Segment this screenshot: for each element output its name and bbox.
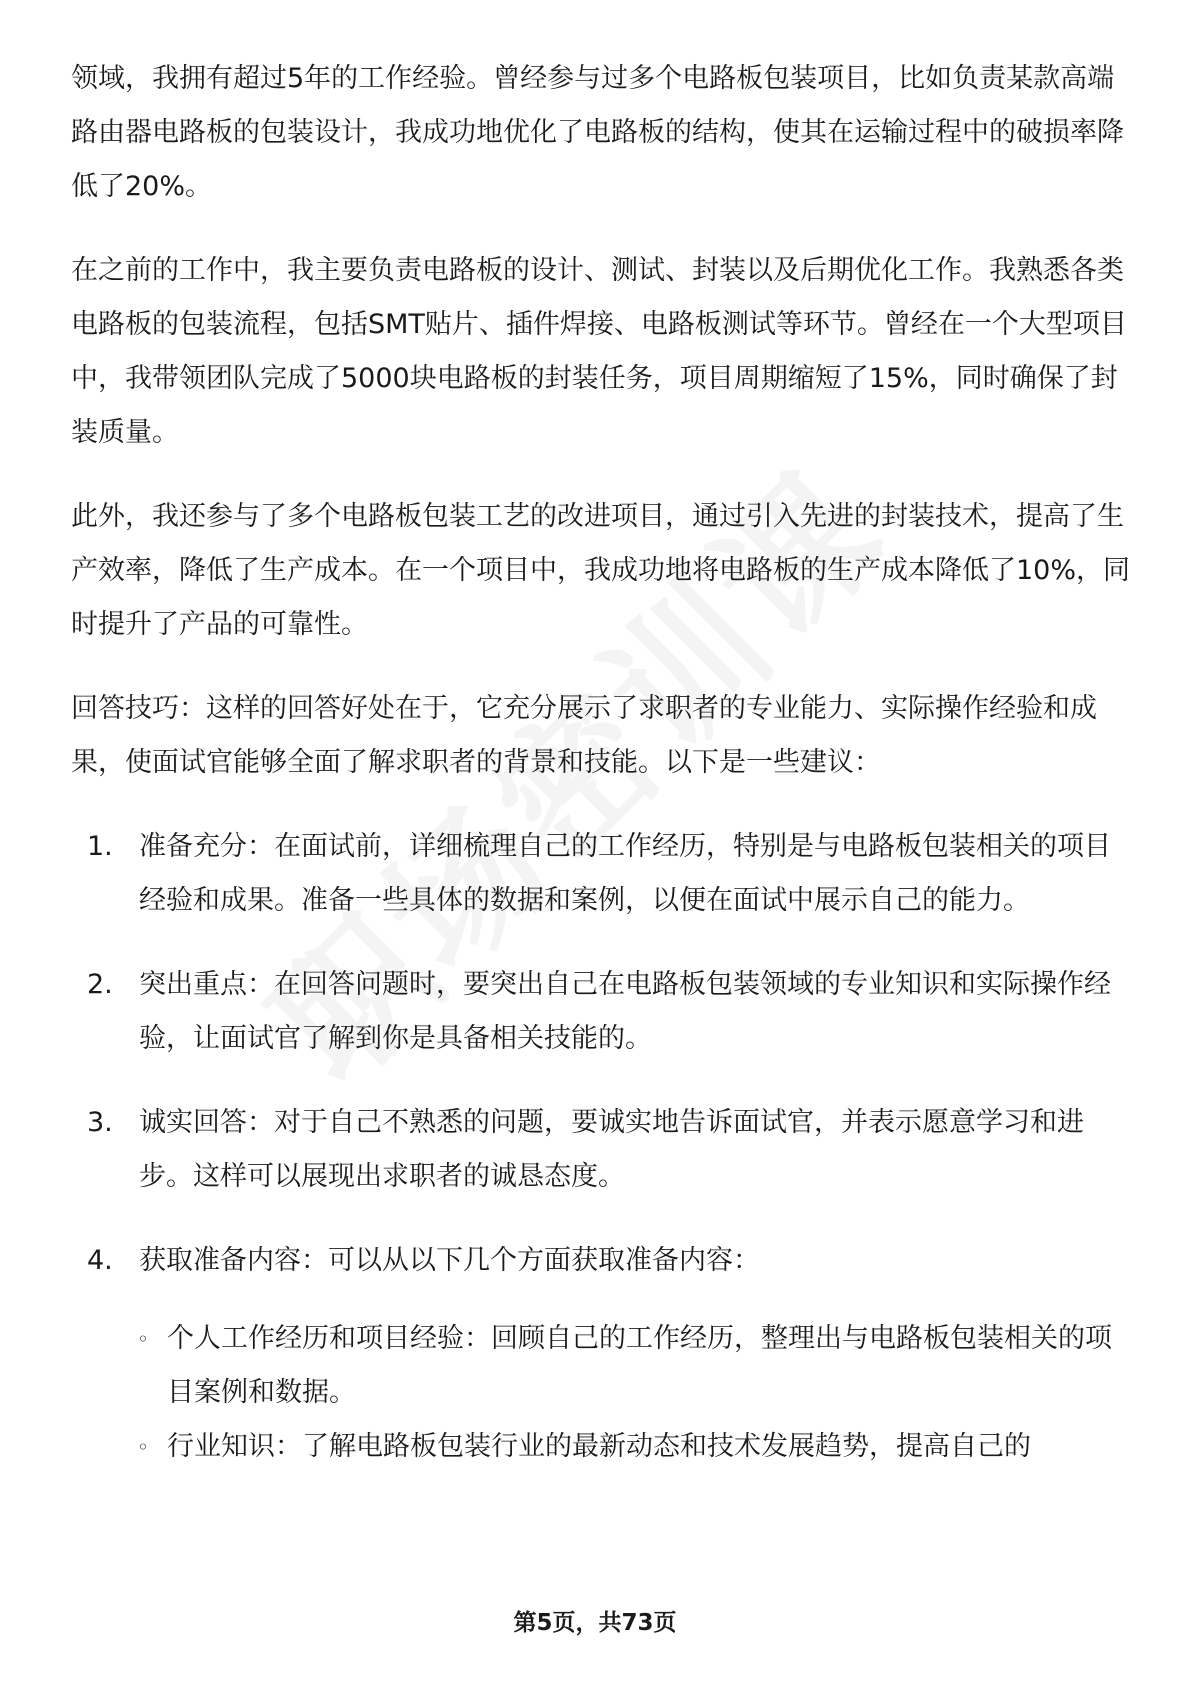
list-item <box>71 1096 1131 1204</box>
sublist-item-text: 行业知识：了解电路板包装行业的最新动态和技术发展趋势，提高自己的 <box>167 1431 1031 1462</box>
list-item-text: 突出重点：在回答问题时，要突出自己在电路板包装领域的专业知识和实际操作经验，让面试官了解到你是具备相关技能的。 <box>139 969 1111 1054</box>
paragraph: 回答技巧：这样的回答好处在于，它充分展示了求职者的专业能力、实际操作经验和成果，使面试官能够全面了解求职者的背景和技能。以下是一些建议： <box>71 693 1097 778</box>
paragraph: 领域，我拥有超过5年的工作经验。曾经参与过多个电路板包装项目，比如负责某款高端路由器电路板的包装设计，我成功地优化了电路板的结构，使其在运输过程中的破损率降低了20%。 <box>71 63 1124 202</box>
list-item <box>71 1234 1131 1288</box>
bullet-icon: ◦ <box>137 1435 149 1459</box>
paragraph: 在之前的工作中，我主要负责电路板的设计、测试、封装以及后期优化工作。我熟悉各类电路板的包装流程，包括SMT贴片、插件焊接、电路板测试等环节。曾经在一个大型项目中，我带领团队完成了5000块电路板的封装任务，项目周期缩短了15%，同时确保了封装质量。 <box>71 255 1127 448</box>
numbered-list <box>71 820 1131 1288</box>
sublist-item <box>71 1420 1131 1474</box>
list-number: 3. <box>87 1107 113 1138</box>
sublist-item-text: 个人工作经历和项目经验：回顾自己的工作经历，整理出与电路板包装相关的项目案例和数据。 <box>167 1323 1112 1408</box>
paragraph: 此外，我还参与了多个电路板包装工艺的改进项目，通过引入先进的封装技术，提高了生产效率，降低了生产成本。在一个项目中，我成功地将电路板的生产成本降低了10%，同时提升了产品的可靠性。 <box>71 501 1131 640</box>
list-item <box>71 820 1131 928</box>
list-number: 4. <box>87 1245 113 1276</box>
list-number: 1. <box>87 831 113 862</box>
page-number-footer: 第5页，共73页 <box>513 1610 677 1636</box>
list-number: 2. <box>87 969 113 1000</box>
bullet-sublist <box>71 1312 1131 1474</box>
list-item-text: 诚实回答：对于自己不熟悉的问题，要诚实地告诉面试官，并表示愿意学习和进步。这样可以展现出求职者的诚恳态度。 <box>139 1107 1084 1192</box>
list-item <box>71 958 1131 1066</box>
sublist-item <box>71 1312 1131 1420</box>
bullet-icon: ◦ <box>137 1327 149 1351</box>
list-item-text: 获取准备内容：可以从以下几个方面获取准备内容： <box>139 1245 760 1276</box>
list-item-text: 准备充分：在面试前，详细梳理自己的工作经历，特别是与电路板包装相关的项目经验和成果。准备一些具体的数据和案例，以便在面试中展示自己的能力。 <box>139 831 1111 916</box>
document-body <box>71 52 1131 1474</box>
